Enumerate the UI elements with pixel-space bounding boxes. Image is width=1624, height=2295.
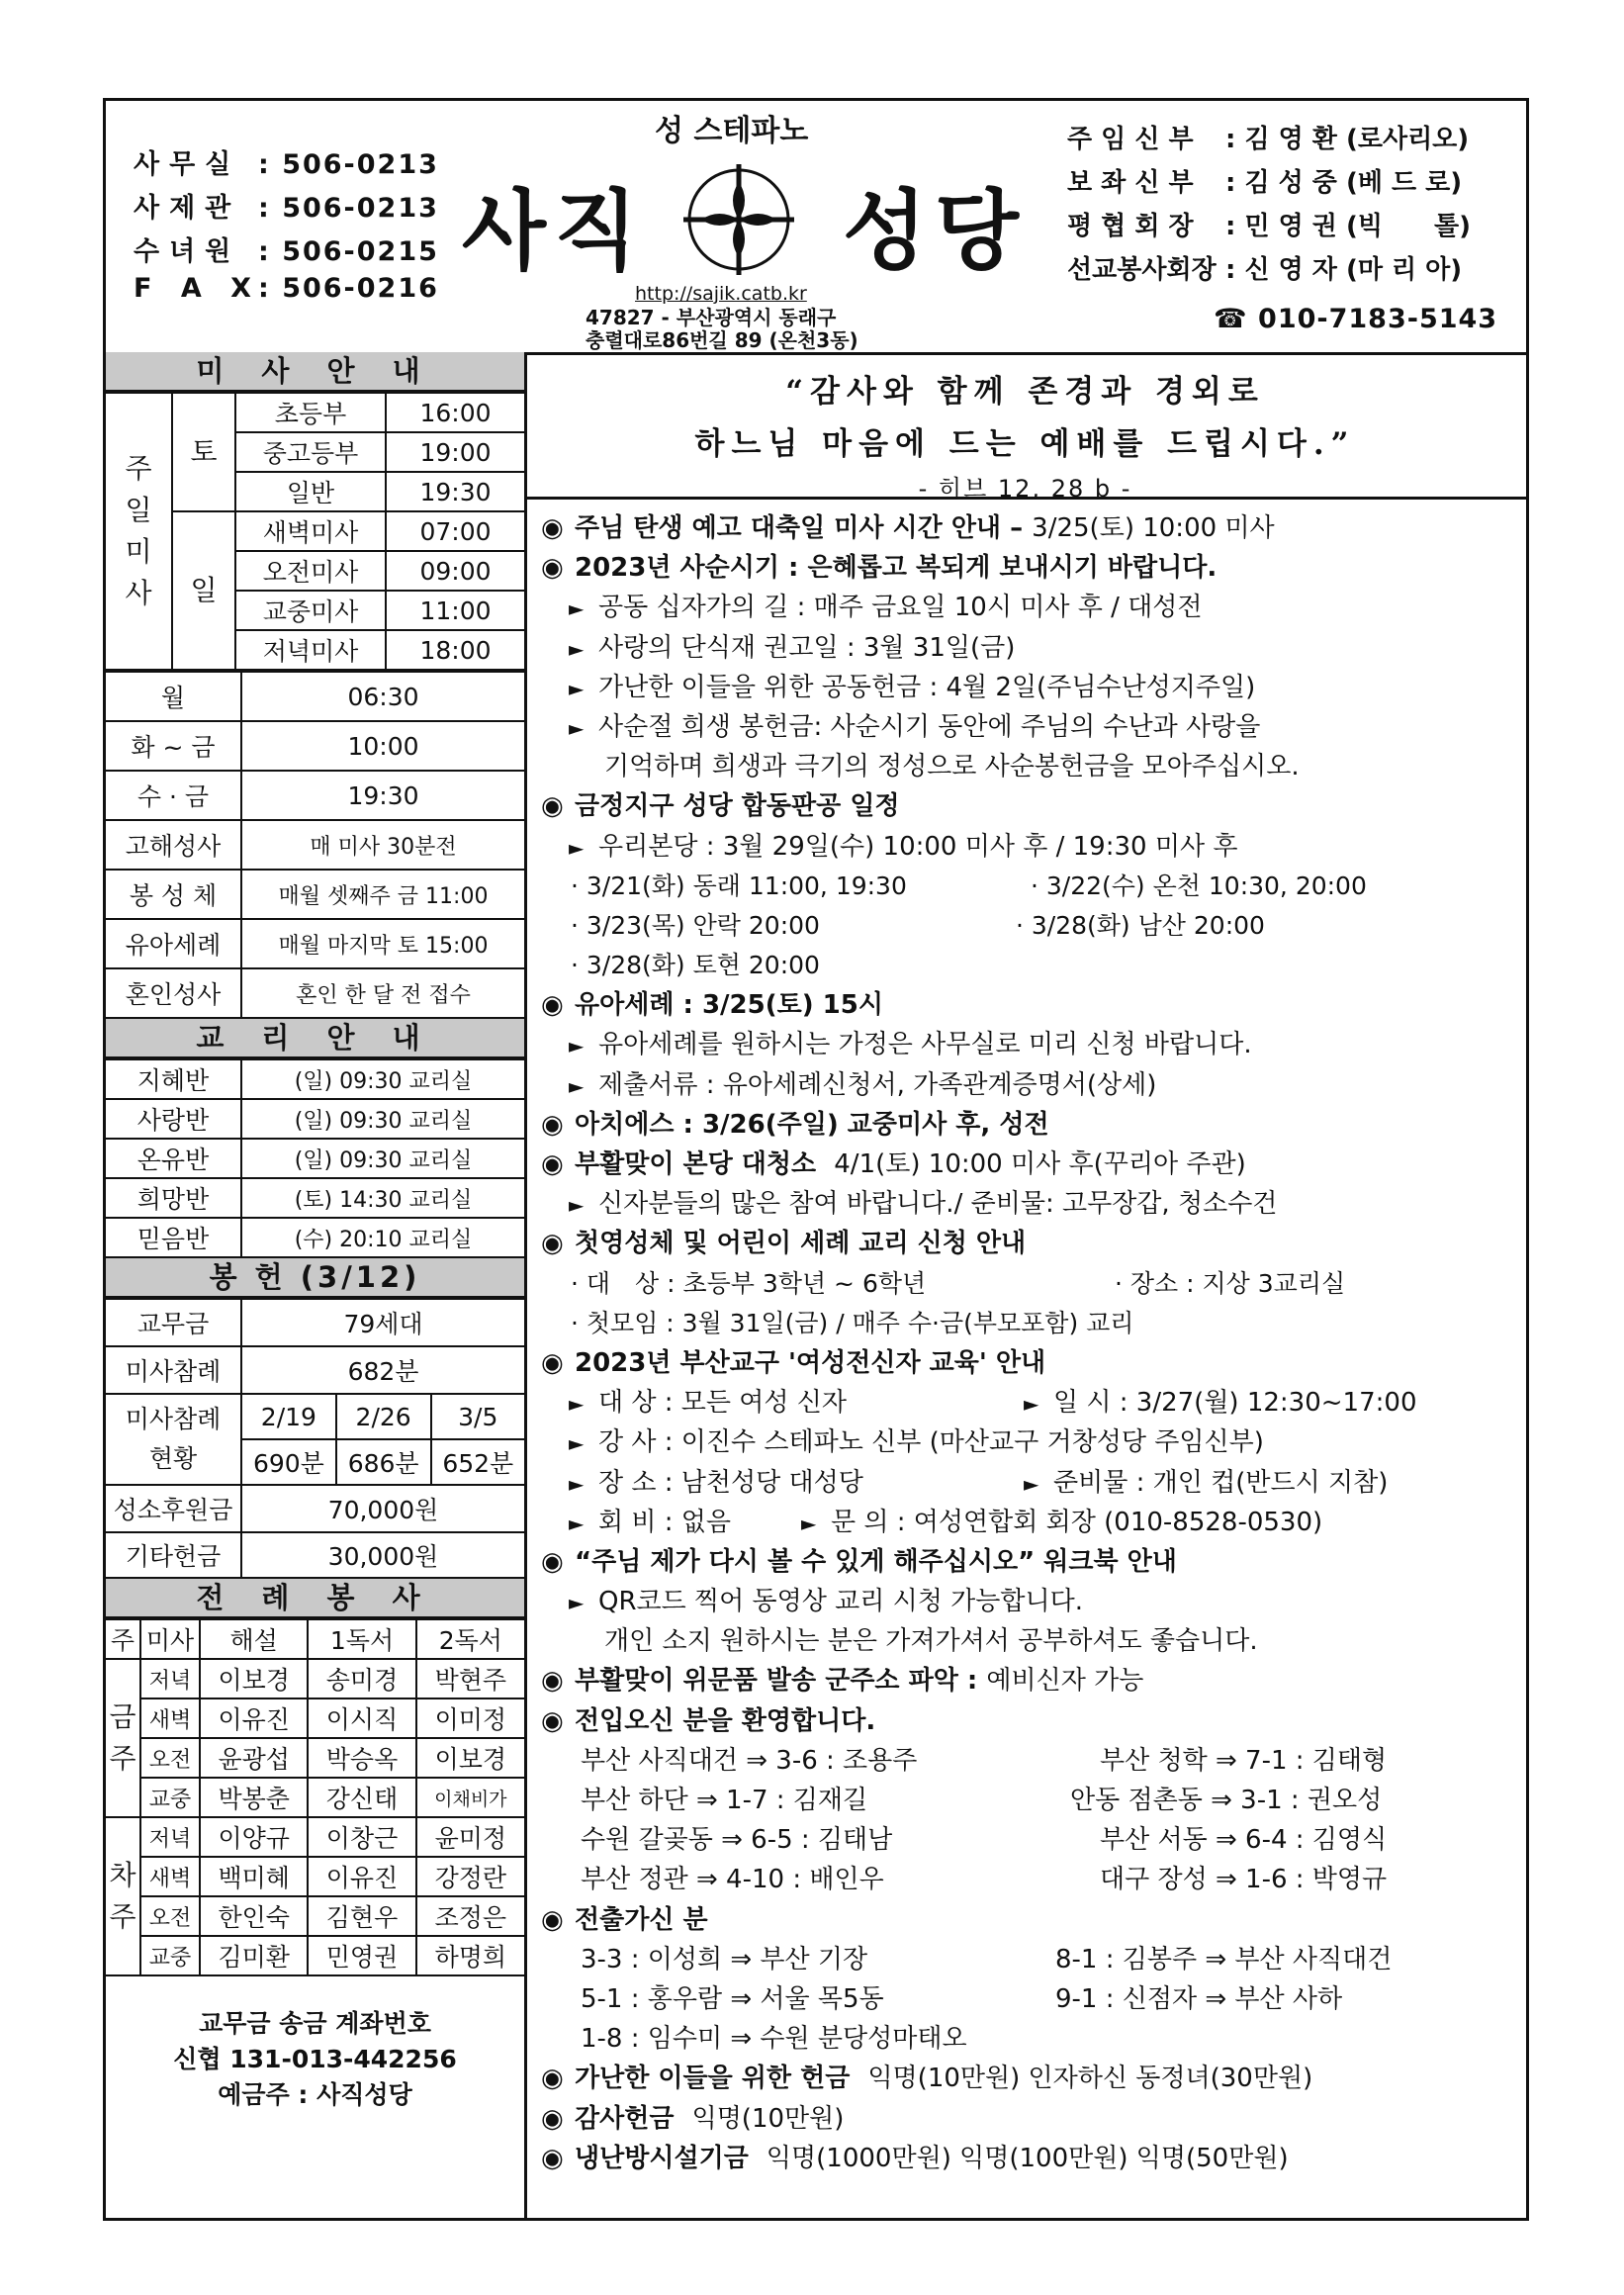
list-item: ► 유아세례를 원하시는 가정은 사무실로 미리 신청 바랍니다. [569, 1030, 1252, 1060]
mass-slot: 교중 [140, 1936, 200, 1975]
weekday-day: 화 ~ 금 [106, 721, 241, 771]
reader1: 이창근 [308, 1817, 415, 1857]
departure-row: 3-3 : 이성희 ⇒ 부산 기장 8-1 : 김봉주 ⇒ 부산 사직대건 [581, 1944, 1393, 1974]
detail-row: · 대 상 : 초등부 3학년 ~ 6학년 · 장소 : 지상 3교리실 [571, 1268, 1346, 1298]
notice-infant-baptism: ◉ 유아세례 : 3/25(토) 15시 [541, 990, 883, 1021]
address: 47827 - 부산광역시 동래구 충렬대로86번길 89 (온천3동) [586, 306, 858, 352]
notice-cleaning: ◉ 부활맞이 본당 대청소 4/1(토) 10:00 미사 후(꾸리아 주관) [541, 1149, 1246, 1179]
catechism-heading: 교 리 안 내 [106, 1017, 524, 1058]
contact-convent: 수녀원 : 506-0215 [134, 236, 439, 267]
mass-slot: 저녁 [140, 1817, 200, 1857]
class-time: (토) 14:30 교리실 [241, 1178, 524, 1218]
mass-schedule-table [106, 392, 524, 671]
mass-time: 19:00 [386, 432, 524, 472]
attendance-value: 686분 [336, 1439, 431, 1485]
weekday-time: 19:30 [241, 771, 524, 820]
mass-time: 07:00 [386, 511, 524, 551]
notice-poor-offering: ◉ 가난한 이들을 위한 헌금 익명(10만원) 인자하신 동정녀(30만원) [541, 2064, 1313, 2094]
class-name: 희망반 [106, 1178, 241, 1218]
mass-name: 저녁미사 [235, 630, 386, 670]
header [106, 101, 1526, 355]
notice-departures: ◉ 전출가신 분 [541, 1904, 708, 1935]
title-right: 성당 [843, 180, 1028, 282]
list-item: ► 신자분들의 많은 참여 바랍니다./ 준비물: 고무장갑, 청소수건 [569, 1189, 1278, 1220]
attendance-date: 2/19 [241, 1394, 336, 1439]
verse-reference: - 히브 12, 28 b - [918, 475, 1132, 503]
class-name: 믿음반 [106, 1218, 241, 1256]
mass-time: 11:00 [386, 591, 524, 630]
mass-name: 중고등부 [235, 432, 386, 472]
notice-workbook: ◉ “주님 제가 다시 볼 수 있게 해주십시오” 워크북 안내 [541, 1546, 1177, 1577]
list-item: ► QR코드 찍어 동영상 교리 시청 가능합니다. [569, 1587, 1083, 1617]
commentator: 이보경 [200, 1659, 308, 1698]
attendance-label: 미사참례 현황 [106, 1394, 241, 1485]
weekday-time: 06:30 [241, 672, 524, 721]
mass-time: 16:00 [386, 393, 524, 432]
reader1: 이유진 [308, 1857, 415, 1896]
list-item: ► 강 사 : 이진수 스테파노 신부 (마산교구 거창성당 주임신부) [569, 1427, 1264, 1458]
left-column [106, 352, 527, 2221]
attendance-date: 2/26 [336, 1394, 431, 1439]
reader2: 윤미정 [416, 1817, 524, 1857]
commentator: 윤광섭 [200, 1738, 308, 1778]
mass-slot: 오전 [140, 1738, 200, 1778]
offering-value: 682분 [241, 1346, 524, 1394]
schedule-row: · 3/23(목) 안락 20:00 · 3/28(화) 남산 20:00 [571, 910, 1265, 940]
notice-women-education: ◉ 2023년 부산교구 '여성전신자 교육' 안내 [541, 1347, 1046, 1378]
weekday-day: 고해성사 [106, 820, 241, 870]
weekday-day: 유아세례 [106, 919, 241, 968]
list-item: ► 사랑의 단식재 권고일 : 3월 31일(금) [569, 632, 1016, 663]
class-name: 사랑반 [106, 1099, 241, 1139]
list-item: ► 회 비 : 없음 ► 문 의 : 여성연합회 회장 (010-8528-0530) [569, 1507, 1323, 1537]
weekday-day: 봉 성 체 [106, 870, 241, 919]
reader1: 이시직 [308, 1698, 415, 1738]
commentator: 이유진 [200, 1698, 308, 1738]
mass-slot: 오전 [140, 1896, 200, 1936]
list-item: ► 공동 십자가의 길 : 매주 금요일 10시 미사 후 / 대성전 [569, 593, 1203, 623]
notice-acies: ◉ 아치에스 : 3/26(주일) 교중미사 후, 성전 [541, 1109, 1049, 1140]
detail-row: · 첫모임 : 3월 31일(금) / 매주 수·금(부모포함) 교리 [571, 1308, 1134, 1337]
list-item: ► 장 소 : 남천성당 대성당 ► 준비물 : 개인 컵(반드시 지참) [569, 1467, 1389, 1498]
notice-thanks-offering: ◉ 감사헌금 익명(10만원) [541, 2103, 845, 2134]
weekday-time: 10:00 [241, 721, 524, 771]
reader1: 송미경 [308, 1659, 415, 1698]
mass-slot: 새벽 [140, 1857, 200, 1896]
next-week-label: 차 주 [106, 1817, 140, 1975]
weekday-day: 월 [106, 672, 241, 721]
notice-newcomers: ◉ 전입오신 분을 환영합니다. [541, 1705, 876, 1736]
liturgy-table [106, 1618, 524, 1976]
bulletin-page [103, 98, 1529, 2221]
list-item-cont: 개인 소지 원하시는 분은 가져가셔서 공부하셔도 좋습니다. [604, 1626, 1258, 1657]
weekday-time: 매월 셋째주 금 11:00 [241, 870, 524, 919]
staff-pastor: 주 임 신 부 : 김 영 환 (로사리오) [1067, 125, 1470, 154]
newcomer-row: 부산 정관 ⇒ 4-10 : 배인우 대구 장성 ⇒ 1-6 : 박영규 [581, 1865, 1388, 1895]
reader2: 하명희 [416, 1936, 524, 1975]
class-time: (수) 20:10 교리실 [241, 1218, 524, 1256]
commentator: 김미환 [200, 1936, 308, 1975]
subtitle: 성 스테파노 [655, 114, 809, 148]
departure-row: 1-8 : 임수미 ⇒ 수원 분당성마태오 [581, 2024, 967, 2055]
weekday-time: 매월 마지막 토 15:00 [241, 919, 524, 968]
col-header: 1독서 [308, 1619, 415, 1659]
mass-slot: 저녁 [140, 1659, 200, 1698]
commentator: 백미혜 [200, 1857, 308, 1896]
list-item: ► 우리본당 : 3월 29일(수) 10:00 미사 후 / 19:30 미사 후 [569, 831, 1238, 862]
staff-list [1067, 119, 1471, 293]
list-item: ► 사순절 희생 봉헌금: 사순시기 동안에 주님의 수난과 사랑을 [569, 711, 1261, 742]
newcomer-row: 부산 하단 ⇒ 1-7 : 김재길 안동 점촌동 ⇒ 3-1 : 권오성 [581, 1786, 1383, 1815]
mass-heading: 미 사 안 내 [106, 352, 524, 392]
col-header: 2독서 [416, 1619, 524, 1659]
commentator: 한인숙 [200, 1896, 308, 1936]
list-item: ► 제출서류 : 유아세례신청서, 가족관계증명서(상세) [569, 1069, 1157, 1100]
offering-label: 교무금 [106, 1299, 241, 1346]
mass-name: 새벽미사 [235, 511, 386, 551]
weekday-time: 혼인 한 달 전 접수 [241, 968, 524, 1017]
page-title [462, 162, 1028, 287]
notice-confession: ◉ 금정지구 성당 합동판공 일정 [541, 791, 900, 822]
notices [541, 508, 1530, 2178]
offering-heading: 봉 헌 (3/12) [106, 1256, 524, 1298]
notice-first-communion: ◉ 첫영성체 및 어린이 세례 교리 신청 안내 [541, 1229, 1027, 1259]
list-item: ► 가난한 이들을 위한 공동헌금 : 4월 2일(주님수난성지주일) [569, 672, 1256, 702]
contact-rectory: 사제관 : 506-0213 [134, 193, 439, 224]
mass-name: 오전미사 [235, 551, 386, 591]
list-item-cont: 기억하며 희생과 극기의 정성으로 사순봉헌금을 모아주십시오. [604, 752, 1300, 782]
staff-council: 평 협 회 장 : 민 영 권 (빅 톨) [1067, 212, 1471, 241]
mass-name: 초등부 [235, 393, 386, 432]
class-time: (일) 09:30 교리실 [241, 1059, 524, 1099]
reader1: 김현우 [308, 1896, 415, 1936]
sunday-mass-label: 주 일 미 사 [106, 393, 172, 670]
reader1: 강신태 [308, 1778, 415, 1817]
offering-label: 성소후원금 [106, 1485, 241, 1532]
offering-table [106, 1298, 524, 1577]
staff-assistant: 보 좌 신 부 : 김 성 중 (베 드 로) [1067, 168, 1463, 198]
col-header: 해설 [200, 1619, 308, 1659]
title-left: 사직 [462, 180, 647, 282]
commentator: 박봉춘 [200, 1778, 308, 1817]
schedule-row: · 3/28(화) 토현 20:00 [571, 951, 820, 980]
attendance-value: 652분 [431, 1439, 525, 1485]
mass-name: 일반 [235, 472, 386, 511]
mass-time: 19:30 [386, 472, 524, 511]
mass-time: 09:00 [386, 551, 524, 591]
contact-fax: F A X: 506-0216 [134, 273, 439, 304]
reader2: 이보경 [416, 1738, 524, 1778]
reader2: 강정란 [416, 1857, 524, 1896]
account-info: 교무금 송금 계좌번호 신협 131-013-442256 예금주 : 사직성당 [173, 2009, 457, 2109]
schedule-row: · 3/21(화) 동래 11:00, 19:30 · 3/22(수) 온천 10:30, 20:00 [571, 871, 1367, 900]
contact-office: 사무실 : 506-0213 [134, 149, 439, 180]
liturgy-heading: 전 례 봉 사 [106, 1577, 524, 1618]
offering-value: 79세대 [241, 1299, 524, 1346]
this-week-label: 금 주 [106, 1659, 140, 1817]
offering-value: 70,000원 [241, 1485, 524, 1532]
newcomer-row: 부산 사직대건 ⇒ 3-6 : 조용주 부산 청학 ⇒ 7-1 : 김태형 [581, 1745, 1388, 1776]
offering-value: 30,000원 [241, 1532, 524, 1577]
class-time: (일) 09:30 교리실 [241, 1139, 524, 1178]
phone-number: ☎ 010-7183-5143 [1214, 304, 1498, 334]
reader2: 박현주 [416, 1659, 524, 1698]
list-item: ► 대 상 : 모든 여성 신자 ► 일 시 : 3/27(월) 12:30~17:00 [569, 1388, 1417, 1419]
reader2: 이미정 [416, 1698, 524, 1738]
notice-annunciation: ◉ 주님 탄생 예고 대축일 미사 시간 안내 – 3/25(토) 10:00 미사 [541, 513, 1275, 543]
commentator: 이양규 [200, 1817, 308, 1857]
mass-time: 18:00 [386, 630, 524, 670]
mass-name: 교중미사 [235, 591, 386, 630]
col-header: 미사 [140, 1619, 200, 1659]
notice-lent: ◉ 2023년 사순시기 : 은혜롭고 복되게 보내시기 바랍니다. [541, 553, 1218, 584]
offering-label: 미사참례 [106, 1346, 241, 1394]
reader2: 조정은 [416, 1896, 524, 1936]
catechism-table [106, 1058, 524, 1256]
class-name: 온유반 [106, 1139, 241, 1178]
reader2: 이채비가 [416, 1778, 524, 1817]
website-link[interactable]: http://sajik.catb.kr [635, 283, 807, 305]
sunday-label: 일 [172, 511, 235, 670]
notice-military: ◉ 부활맞이 위문품 발송 군주소 파악 : 예비신자 가능 [541, 1666, 1144, 1697]
reader1: 박승옥 [308, 1738, 415, 1778]
attendance-date: 3/5 [431, 1394, 525, 1439]
scripture-verse: “감사와 함께 존경과 경외로 하느님 마음에 드는 예배를 드립시다.” - 히브 12, 28 b - [524, 352, 1526, 500]
reader1: 민영권 [308, 1936, 415, 1975]
offering-label: 기타헌금 [106, 1532, 241, 1577]
staff-mission: 선교봉사회장 : 신 영 자 (마 리 아) [1067, 255, 1463, 285]
class-time: (일) 09:30 교리실 [241, 1099, 524, 1139]
attendance-value: 690분 [241, 1439, 336, 1485]
contact-list [134, 142, 439, 317]
notice-hvac-fund: ◉ 냉난방시설기금 익명(1000만원) 익명(100만원) 익명(50만원) [541, 2143, 1289, 2173]
weekday-time: 매 미사 30분전 [241, 820, 524, 870]
mass-slot: 새벽 [140, 1698, 200, 1738]
weekday-day: 혼인성사 [106, 968, 241, 1017]
weekday-mass-table [106, 671, 524, 1017]
class-name: 지혜반 [106, 1059, 241, 1099]
col-header: 주 [106, 1619, 140, 1659]
weekday-day: 수 · 금 [106, 771, 241, 820]
departure-row: 5-1 : 홍우람 ⇒ 서울 목5동 9-1 : 신점자 ⇒ 부산 사하 [581, 1983, 1343, 2014]
newcomer-row: 수원 갈곶동 ⇒ 6-5 : 김태남 부산 서동 ⇒ 6-4 : 김영식 [581, 1825, 1388, 1856]
cross-logo-icon [679, 160, 798, 279]
saturday-label: 토 [172, 393, 235, 511]
mass-slot: 교중 [140, 1778, 200, 1817]
